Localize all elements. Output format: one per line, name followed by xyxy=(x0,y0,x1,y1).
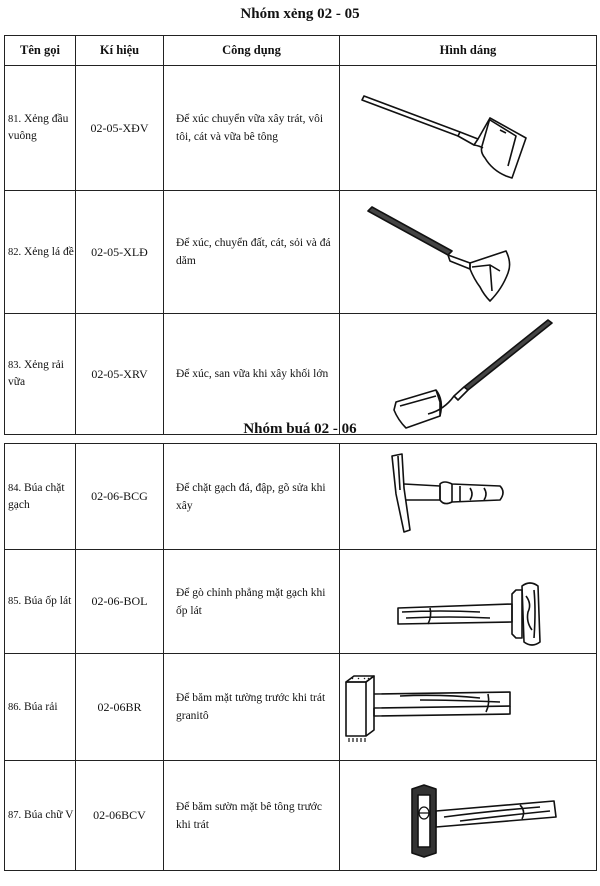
tool-shape-cell xyxy=(340,761,597,871)
tool-code: 02-05-XLĐ xyxy=(76,191,164,314)
mortar-shovel-icon xyxy=(340,314,597,435)
tool-use: Để gò chỉnh phẳng mặt gạch khi ốp lát xyxy=(164,550,340,654)
tool-use: Để băm sườn mặt bê tông trước khi trát xyxy=(164,761,340,871)
tool-name-cell: 87. Búa chữ V xyxy=(5,761,76,871)
tool-name-cell: 81. Xẻng đầu vuông xyxy=(5,66,76,191)
tool-code: 02-06-BOL xyxy=(76,550,164,654)
tool-use: Để băm mặt tường trước khi trát granitô xyxy=(164,654,340,761)
table-row xyxy=(5,191,597,314)
tool-name: Búa chặt gạch xyxy=(8,481,65,511)
tool-name: Xẻng rải vữa xyxy=(8,359,64,388)
tool-name-cell: 83. Xẻng rải vữa xyxy=(5,314,76,435)
shovel-table xyxy=(4,35,597,435)
tool-use: Để xúc, chuyển đất, cát, sỏi và đá dăm xyxy=(164,191,340,314)
tool-name: Búa ốp lát xyxy=(24,595,72,607)
tool-use: Để xúc, san vữa khi xây khối lớn xyxy=(164,314,340,435)
tool-shape-cell xyxy=(340,314,597,435)
tool-name-cell: 86. Búa rải xyxy=(5,654,76,761)
tool-shape-cell xyxy=(340,550,597,654)
v-hammer-icon xyxy=(340,761,597,871)
table-row xyxy=(5,444,597,550)
tool-use: Để chặt gạch đá, đập, gõ sửa khi xây xyxy=(164,444,340,550)
tool-use: Để xúc chuyển vữa xây trát, vôi tôi, cát và vữa bê tông xyxy=(164,66,340,191)
table-row xyxy=(5,761,597,871)
hammer-table xyxy=(4,443,597,871)
square-shovel-icon xyxy=(340,66,597,191)
tool-shape-cell xyxy=(340,66,597,191)
table-row xyxy=(5,66,597,191)
tool-shape-cell xyxy=(340,191,597,314)
tool-shape-cell xyxy=(340,654,597,761)
tool-name: Xẻng lá đề xyxy=(24,245,74,258)
table-row xyxy=(5,550,597,654)
tool-name-cell: 85. Búa ốp lát xyxy=(5,550,76,654)
tool-name-cell: 82. Xẻng lá đề xyxy=(5,191,76,314)
tool-code: 02-06-BCG xyxy=(76,444,164,550)
group1-title: Nhóm xẻng 02 - 05 xyxy=(240,6,360,22)
pointed-shovel-icon xyxy=(340,191,597,314)
tool-code: 02-05-XRV xyxy=(76,314,164,435)
tool-code: 02-06BR xyxy=(76,654,164,761)
header-code: Kí hiệu xyxy=(76,36,164,66)
table-row xyxy=(5,654,597,761)
brick-hammer-icon xyxy=(340,444,597,550)
table-row xyxy=(5,314,597,435)
tool-name: Xẻng đầu vuông xyxy=(8,113,69,142)
mallet-icon xyxy=(340,550,597,654)
group2-title: Nhóm buá 02 - 06 xyxy=(243,421,357,437)
tool-name-cell: 84. Búa chặt gạch xyxy=(5,444,76,550)
tool-code: 02-06BCV xyxy=(76,761,164,871)
header-use: Công dụng xyxy=(164,36,340,66)
header-shape: Hình dáng xyxy=(340,36,597,66)
tool-name: Búa chữ V xyxy=(24,809,74,821)
tool-shape-cell xyxy=(340,444,597,550)
table-header-row xyxy=(5,36,597,66)
tool-code: 02-05-XĐV xyxy=(76,66,164,191)
tool-name: Búa rải xyxy=(24,700,58,713)
header-name: Tên gọi xyxy=(5,36,76,66)
bush-hammer-icon xyxy=(340,654,597,761)
